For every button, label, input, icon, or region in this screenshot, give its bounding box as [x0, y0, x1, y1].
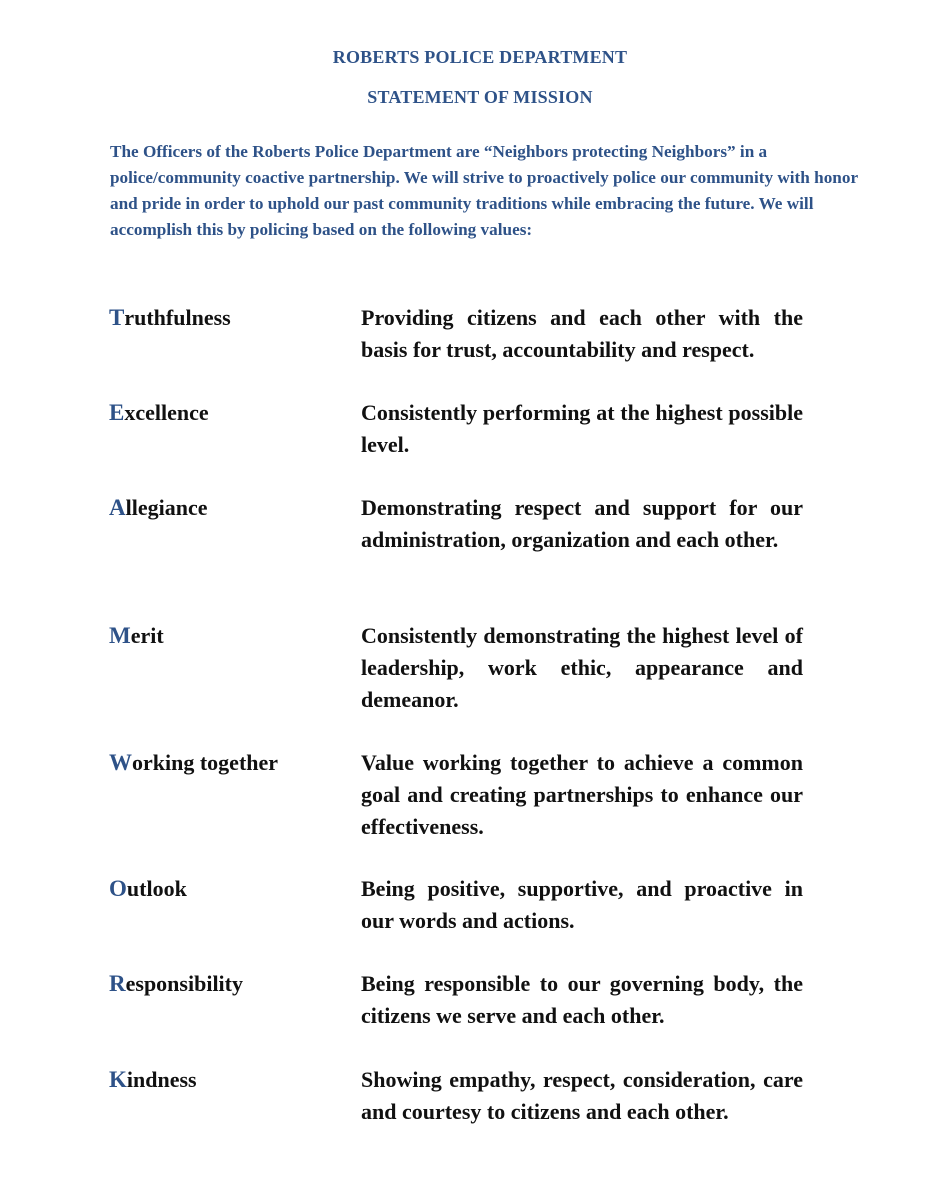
value-description: Providing citizens and each other with the basis for trust, accountability and respect.	[361, 305, 803, 362]
value-description: Being positive, supportive, and proactive in our words and actions.	[361, 876, 803, 933]
value-term	[109, 1064, 349, 1096]
value-term	[109, 492, 349, 524]
value-term	[109, 302, 349, 334]
value-row-responsibility	[109, 968, 809, 1078]
value-term-rest: esponsibility	[125, 971, 243, 996]
value-initial: K	[109, 1067, 127, 1092]
department-name: ROBERTS POLICE DEPARTMENT	[332, 47, 628, 67]
value-row-excellence	[109, 397, 809, 507]
value-term-rest: llegiance	[125, 495, 208, 520]
value-term	[109, 747, 349, 779]
value-term	[109, 968, 349, 1000]
value-row-merit	[109, 620, 809, 730]
value-term-rest: indness	[126, 1067, 197, 1092]
value-term-rest: utlook	[126, 876, 187, 901]
value-initial: E	[109, 400, 125, 425]
value-description: Being responsible to our governing body, the citizens we serve and each other.	[361, 971, 803, 1028]
value-row-working-together	[109, 747, 809, 857]
value-initial: O	[109, 876, 127, 901]
value-term-rest: xcellence	[124, 400, 209, 425]
value-initial: W	[109, 750, 132, 775]
value-initial: M	[109, 623, 131, 648]
mission-statement: The Officers of the Roberts Police Department are “Neighbors protecting Neighbors” in a police/community coactive partnership. We will strive to proactively police our community with honor and pride in order to uphold our past community traditions while embracing the future. We will accomplish this by policing based on the following values:	[110, 142, 858, 239]
value-description: Demonstrating respect and support for our administration, organization and each other.	[361, 495, 803, 552]
value-row-kindness	[109, 1064, 809, 1174]
value-initial: A	[109, 495, 126, 520]
value-description: Consistently performing at the highest possible level.	[361, 400, 803, 457]
value-row-allegiance	[109, 492, 809, 602]
value-term-rest: ruthfulness	[124, 305, 231, 330]
value-term-rest: erit	[130, 623, 164, 648]
value-row-truthfulness	[109, 302, 809, 412]
value-initial: R	[109, 971, 126, 996]
value-description: Consistently demonstrating the highest level of leadership, work ethic, appearance and demeanor.	[361, 623, 803, 712]
value-term-rest: orking together	[132, 750, 279, 775]
value-initial: T	[109, 305, 125, 330]
value-row-outlook	[109, 873, 809, 983]
value-term	[109, 873, 349, 905]
document-title: STATEMENT OF MISSION	[367, 87, 593, 107]
value-description: Showing empathy, respect, consideration, care and courtesy to citizens and each other.	[361, 1067, 803, 1124]
value-term	[109, 620, 349, 652]
value-description: Value working together to achieve a common goal and creating partnerships to enhance our effectiveness.	[361, 750, 803, 839]
value-term	[109, 397, 349, 429]
